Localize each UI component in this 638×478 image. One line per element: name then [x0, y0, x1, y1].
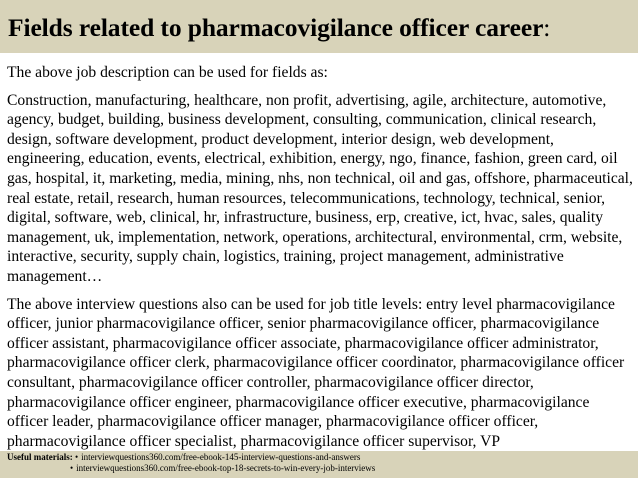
footer-link-2[interactable]: interviewquestions360.com/free-ebook-top-18-secrets-to-win-every-job-interviews	[76, 463, 376, 473]
footer-link-1[interactable]: interviewquestions360.com/free-ebook-145-interview-questions-and-answers	[81, 452, 361, 462]
useful-materials-label	[7, 452, 73, 462]
slide-body	[7, 63, 633, 451]
useful-materials-separator: :	[69, 452, 73, 462]
footer-line-1	[7, 452, 375, 463]
intro-paragraph: The above job description can be used for fields as:	[7, 64, 328, 81]
footer-line-2	[7, 463, 375, 474]
page-title-text: Fields related to pharmacovigilance officer career	[8, 13, 544, 42]
useful-materials-label-text: Useful materials	[7, 452, 70, 462]
page-title-colon: :	[543, 13, 551, 42]
job-levels-paragraph: The above interview questions also can be used for job title levels: entry level pharmacovigilance officer, junior pharmacovigilance officer, senior pharmacovigilance officer, pharmacovigilance officer assistant, pharmacovigilance officer associate, pharmacovigilance officer administrator, pharmacovigilance officer clerk, pharmacovigilance officer coordinator, pharmacovigilance officer consultant, pharmacovigilance officer controller, pharmacovigilance officer director, pharmacovigilance officer engineer, pharmacovigilance officer executive, pharmacovigilance officer leader, pharmacovigilance officer manager, pharmacovigilance officer officer, pharmacovigilance officer specialist, pharmacovigilance officer supervisor, VP	[7, 295, 625, 450]
title-bar	[0, 0, 638, 53]
bullet-icon: •	[70, 463, 74, 473]
useful-materials	[7, 452, 375, 474]
bullet-icon: •	[75, 452, 79, 462]
page-title	[8, 13, 550, 43]
footer-bar	[0, 451, 638, 478]
fields-paragraph: Construction, manufacturing, healthcare, non profit, advertising, agile, architecture, automotive, agency, budget, building, business development, consulting, communication, clinical research, design, software development, product development, interior design, web development, engineering, education, events, electrical, exhibition, energy, ngo, finance, fashion, green card, oil gas, hospital, it, marketing, media, mining, nhs, non technical, oil and gas, offshore, pharmaceutical, real estate, retail, research, human resources, telecommunications, technology, technical, senior, digital, software, web, clinical, hr, infrastructure, business, erp, creative, ict, hvac, sales, quality management, uk, implementation, network, operations, architectural, environmental, crm, website, interactive, security, supply chain, logistics, training, project management, administrative management…	[7, 91, 633, 285]
